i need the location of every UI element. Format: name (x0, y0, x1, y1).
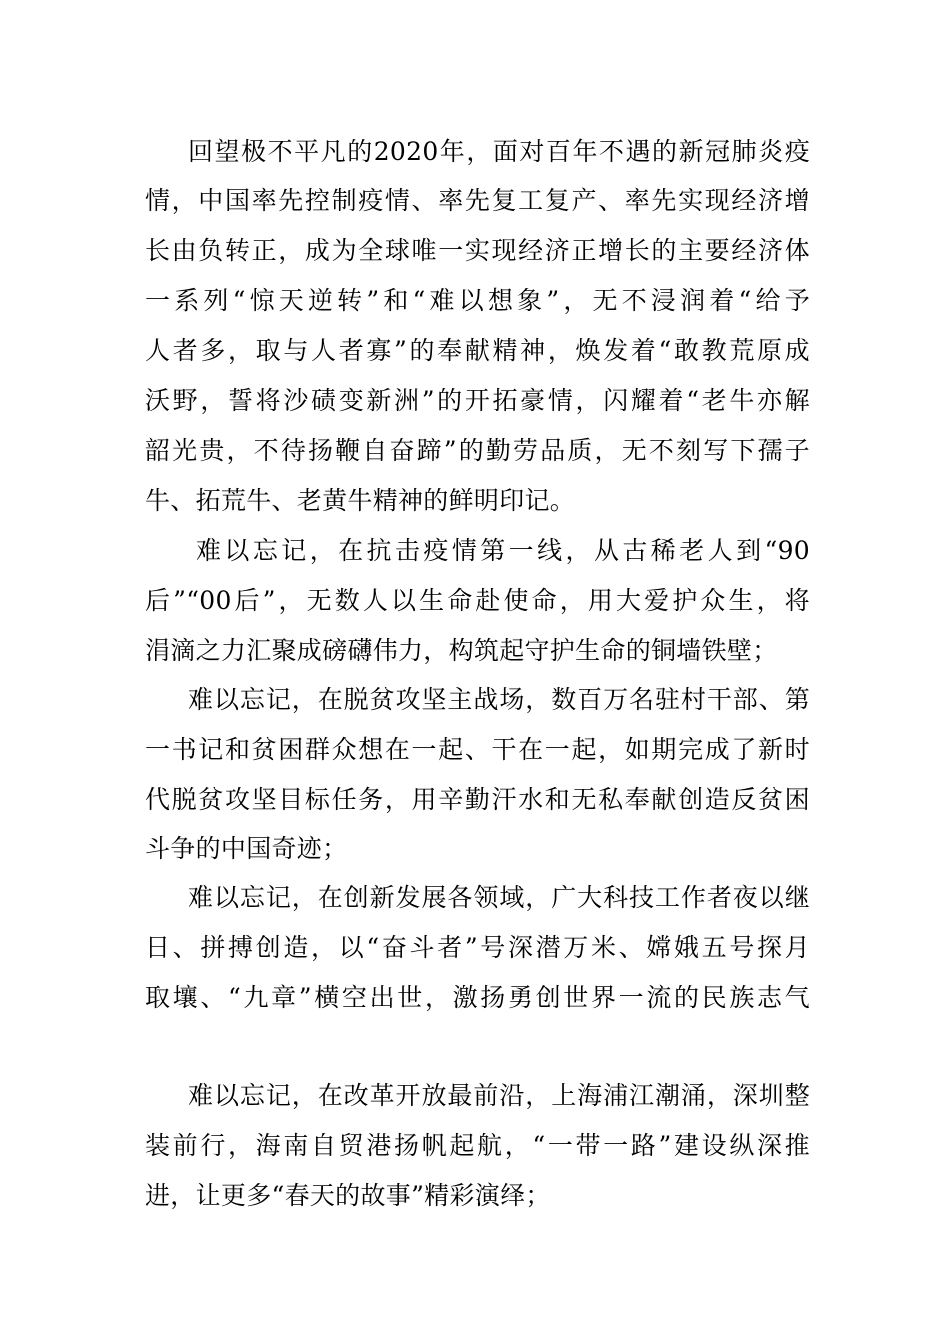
paragraph-3-line-1: 难以忘记，在脱贫攻坚主战场，数百万名驻村干部、第 (188, 685, 810, 714)
paragraph-4-line-1: 难以忘记，在创新发展各领域，广大科技工作者夜以继 (188, 883, 810, 912)
paragraph-1-line-6: 沃野，誓将沙碛变新洲”的开拓豪情，闪耀着“老牛亦解 (145, 386, 810, 415)
paragraph-4-line-2: 日、拼搏创造，以“奋斗者”号深潜万米、嫦娥五号探月 (145, 933, 810, 962)
paragraph-1-line-8: 牛、拓荒牛、老黄牛精神的鲜明印记。 (145, 486, 576, 515)
paragraph-1-line-4: 一系列“惊天逆转”和“难以想象”，无不浸润着“给予 (145, 286, 810, 315)
paragraph-3-line-4: 斗争的中国奇迹； (145, 834, 348, 863)
paragraph-2-line-2: 后”“00后”，无数人以生命赴使命，用大爱护众生，将 (145, 586, 810, 615)
paragraph-3-line-2: 一书记和贫困群众想在一起、干在一起，如期完成了新时 (145, 735, 810, 764)
paragraph-5-line-2: 装前行，海南自贸港扬帆起航，“一带一路”建设纵深推 (145, 1131, 810, 1160)
paragraph-1-line-3: 长由负转正，成为全球唯一实现经济正增长的主要经济体 (145, 236, 810, 265)
paragraph-1-line-2: 情，中国率先控制疫情、率先复工复产、率先实现经济增 (145, 186, 810, 215)
paragraph-1-line-5: 人者多，取与人者寡”的奉献精神，焕发着“敢教荒原成 (145, 336, 810, 365)
paragraph-5-line-1: 难以忘记，在改革开放最前沿，上海浦江潮涌，深圳整 (188, 1081, 810, 1110)
paragraph-2-line-1: 难以忘记，在抗击疫情第一线，从古稀老人到“90 (196, 536, 810, 565)
paragraph-3-line-3: 代脱贫攻坚目标任务，用辛勤汗水和无私奉献创造反贫困 (145, 785, 810, 814)
paragraph-5-line-3: 进，让更多“春天的故事”精彩演绎； (145, 1181, 551, 1210)
paragraph-1-line-1: 回望极不平凡的2020年，面对百年不遇的新冠肺炎疫 (188, 137, 810, 166)
paragraph-4-line-3: 取壤、“九章”横空出世，激扬勇创世界一流的民族志气 (145, 983, 810, 1012)
paragraph-1-line-7: 韶光贵，不待扬鞭自奋蹄”的勤劳品质，无不刻写下孺子 (145, 436, 810, 465)
paragraph-2-line-3: 涓滴之力汇聚成磅礴伟力，构筑起守护生命的铜墙铁壁； (145, 636, 778, 665)
